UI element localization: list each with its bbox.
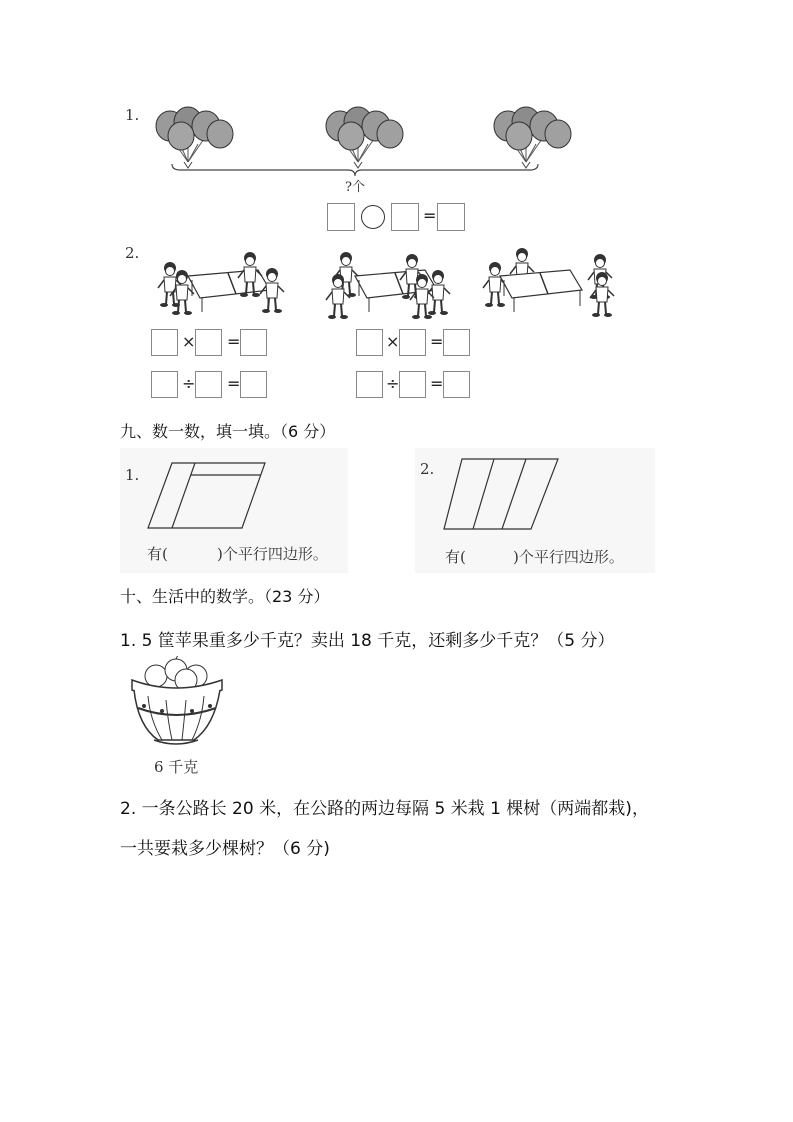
balloon-groups-illustration <box>140 100 580 170</box>
equals-sign: = <box>227 332 241 351</box>
item-number: 1. <box>125 466 140 484</box>
answer-box[interactable] <box>391 203 419 231</box>
answer-box[interactable] <box>151 371 178 398</box>
problem-2-text-line2: 一共要栽多少棵树？（6 分) <box>120 839 330 859</box>
q9-item2-panel <box>415 448 655 573</box>
divide-sign: ÷ <box>182 374 196 393</box>
answer-blank[interactable] <box>471 543 513 565</box>
divide-sign: ÷ <box>386 374 400 393</box>
operator-circle[interactable] <box>361 205 385 229</box>
answer-blank[interactable] <box>173 540 215 562</box>
answer-box[interactable] <box>399 329 426 356</box>
answer-box[interactable] <box>437 203 465 231</box>
ping-pong-illustration <box>150 240 620 320</box>
apple-basket-icon <box>128 656 228 752</box>
equals-sign: = <box>430 332 444 351</box>
answer-box[interactable] <box>240 329 267 356</box>
multiply-sign: × <box>182 332 196 351</box>
problem-1-text: 1. 5 筐苹果重多少千克？卖出 18 千克，还剩多少千克？（5 分） <box>120 631 615 651</box>
item-number: 1. <box>125 106 140 124</box>
problem-2-text-line1: 2. 一条公路长 20 米，在公路的两边每隔 5 米栽 1 棵树（两端都栽)， <box>120 799 649 819</box>
answer-box[interactable] <box>443 371 470 398</box>
caption-prefix: 有( <box>445 548 466 566</box>
multiply-sign: × <box>386 332 400 351</box>
answer-box[interactable] <box>195 371 222 398</box>
answer-box[interactable] <box>195 329 222 356</box>
caption-prefix: 有( <box>147 545 168 563</box>
answer-box[interactable] <box>240 371 267 398</box>
caption-suffix: )个平行四边形。 <box>217 545 328 563</box>
equals-sign: = <box>430 374 444 393</box>
equals-sign: = <box>423 206 437 225</box>
item-number: 2. <box>125 244 140 262</box>
answer-box[interactable] <box>151 329 178 356</box>
answer-box[interactable] <box>327 203 355 231</box>
answer-box[interactable] <box>399 371 426 398</box>
section-heading-9: 九、数一数，填一填。（6 分） <box>120 422 336 441</box>
section-heading-10: 十、生活中的数学。（23 分） <box>120 587 330 606</box>
item-number: 2. <box>420 460 435 478</box>
basket-weight-label: 6 千克 <box>154 758 199 776</box>
answer-box[interactable] <box>356 329 383 356</box>
answer-box[interactable] <box>356 371 383 398</box>
brace-label: ?个 <box>345 180 365 195</box>
answer-box[interactable] <box>443 329 470 356</box>
equals-sign: = <box>227 374 241 393</box>
caption-suffix: )个平行四边形。 <box>513 548 624 566</box>
parallelogram-figure <box>440 456 570 536</box>
q9-item1-panel <box>120 448 348 573</box>
parallelogram-figure <box>140 458 300 538</box>
